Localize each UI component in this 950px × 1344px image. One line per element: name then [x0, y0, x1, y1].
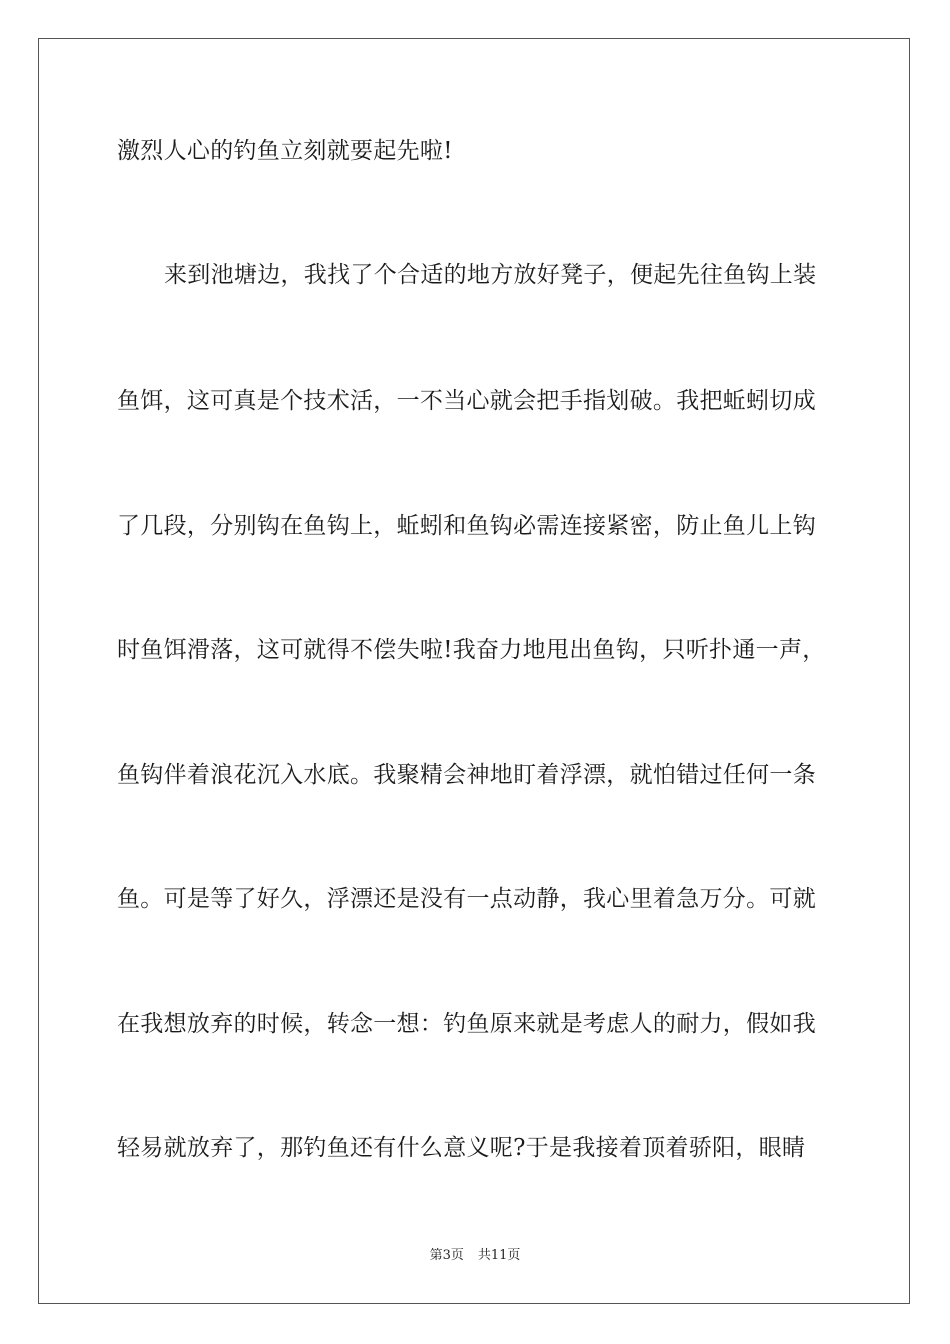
page-number: 第3页 [429, 1248, 464, 1263]
text-line: 轻易就放弃了，那钓鱼还有什么意义呢?于是我接着顶着骄阳，眼睛 [117, 1135, 806, 1161]
text-line: 时鱼饵滑落，这可就得不偿失啦!我奋力地甩出鱼钩，只听扑通一声， [117, 637, 826, 663]
text-line: 鱼饵，这可真是个技术活，一不当心就会把手指划破。我把蚯蚓切成 [117, 388, 816, 414]
text-line: 鱼钩伴着浪花沉入水底。我聚精会神地盯着浮漂，就怕错过任何一条 [117, 762, 816, 788]
text-line: 在我想放弃的时候，转念一想：钓鱼原来就是考虑人的耐力，假如我 [117, 1011, 816, 1037]
page-border [38, 38, 910, 1304]
page-footer [0, 1247, 950, 1265]
text-line: 了几段，分别钩在鱼钩上，蚯蚓和鱼钩必需连接紧密，防止鱼儿上钩 [117, 513, 816, 539]
text-line: 鱼。可是等了好久，浮漂还是没有一点动静，我心里着急万分。可就 [117, 886, 816, 912]
paragraph-first-line: 来到池塘边，我找了个合适的地方放好凳子，便起先往鱼钩上装 [164, 262, 817, 288]
text-line: 激烈人心的钓鱼立刻就要起先啦! [117, 138, 453, 164]
page-total: 共11页 [477, 1248, 521, 1263]
